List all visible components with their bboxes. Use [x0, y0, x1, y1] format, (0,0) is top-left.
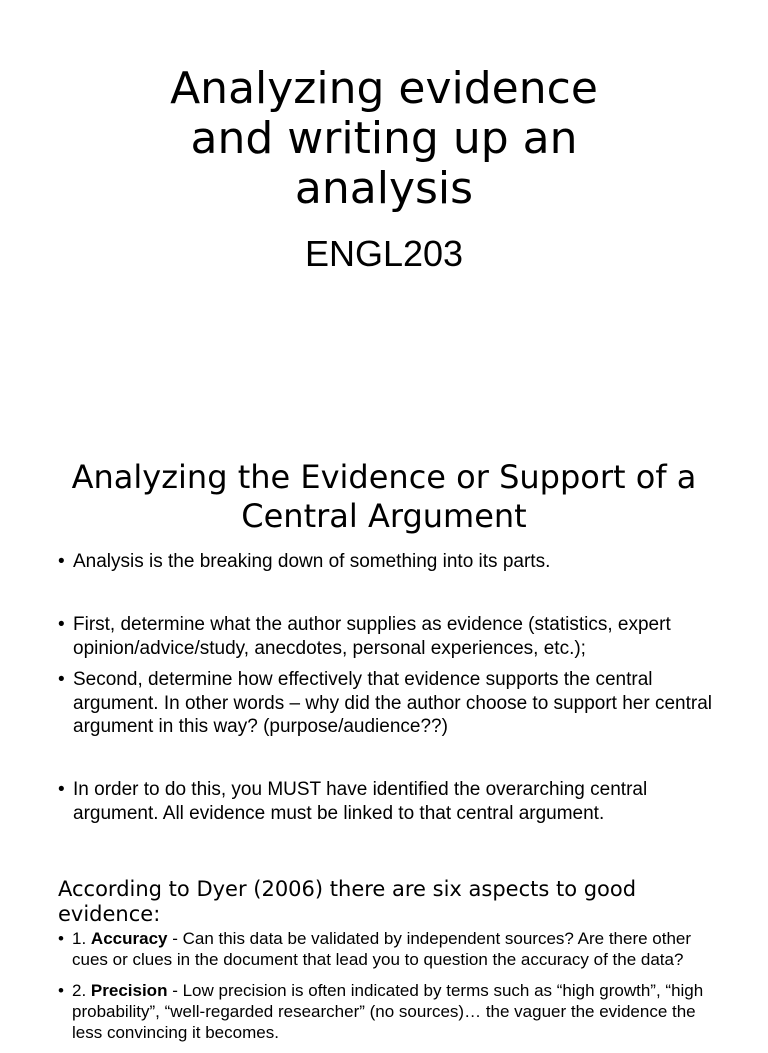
- aspect-text: - Low precision is often indicated by terms such as “high growth”, “high probability”, “well-regarded researcher” (no sources)… the vaguer the evidence the less convincing it becomes.: [72, 981, 704, 1042]
- slide-1-title: Analyzing evidence and writing up an analysis: [170, 63, 598, 214]
- list-item: [58, 928, 718, 970]
- aspect-text: - Can this data be validated by independent sources? Are there other cues or clues in the document that lead you to question the accuracy of the data?: [72, 929, 692, 969]
- list-item: • Analysis is the breaking down of something into its parts.: [58, 550, 718, 574]
- list-item: • Second, determine how effectively that evidence supports the central argument. In other words – why did the author choose to support her central argument in this way? (purpose/audience??): [58, 668, 718, 739]
- evidence-aspects-list: [58, 928, 718, 1053]
- list-item: • First, determine what the author supplies as evidence (statistics, expert opinion/advice/study, anecdotes, personal experiences, etc.);: [58, 613, 718, 660]
- slide-1-subtitle: ENGL203: [304, 233, 464, 274]
- aspect-term: Precision: [90, 981, 168, 1000]
- aspect-term: Accuracy: [90, 929, 168, 948]
- aspect-number: 2.: [72, 981, 87, 1000]
- list-item: • In order to do this, you MUST have identified the overarching central argument. All evidence must be linked to that central argument.: [58, 778, 718, 825]
- slide-2-title: Analyzing the Evidence or Support of a Central Argument: [71, 458, 697, 535]
- list-item: [58, 980, 718, 1043]
- slide-3-heading: According to Dyer (2006) there are six aspects to good evidence:: [58, 877, 637, 926]
- aspect-number: 1.: [72, 929, 87, 948]
